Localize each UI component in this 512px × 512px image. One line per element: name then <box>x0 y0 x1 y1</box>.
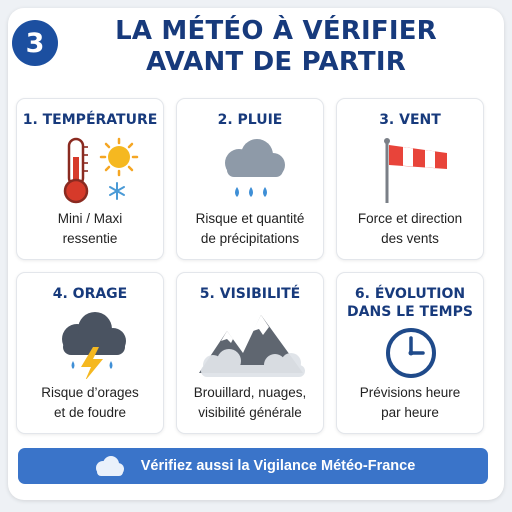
tile-description: Prévisions heure par heure <box>359 385 461 420</box>
step-number-badge: 3 <box>12 20 58 66</box>
tile-visibility <box>176 272 324 434</box>
tile-evolution <box>336 272 484 434</box>
thermometer-sun-snowflake-icon <box>31 135 151 205</box>
tile-description: Risque d’orages et de foudre <box>41 385 139 420</box>
tile-description: Brouillard, nuages, visibilité générale <box>193 385 307 420</box>
tile-title: 2. PLUIE <box>217 112 283 128</box>
clock-icon <box>351 323 471 383</box>
tile-description: Risque et quantité de précipitations <box>195 211 305 246</box>
storm-cloud-lightning-icon <box>31 309 151 379</box>
page-title-line-1: LA MÉTÉO À VÉRIFIER <box>115 16 437 46</box>
tile-title: 1. TEMPÉRATURE <box>22 112 158 128</box>
banner-text: Vérifiez aussi la Vigilance Météo-France <box>140 458 416 474</box>
tile-temperature <box>16 98 164 260</box>
tile-title: 5. VISIBILITÉ <box>199 286 301 302</box>
tile-wind <box>336 98 484 260</box>
page-title-line-2: AVANT DE PARTIR <box>146 47 406 77</box>
windsock-icon <box>351 135 471 205</box>
vigilance-banner[interactable] <box>18 448 488 484</box>
rain-cloud-icon <box>191 135 311 205</box>
tile-description: Force et direction des vents <box>357 211 463 246</box>
foggy-mountains-icon <box>191 309 311 379</box>
tile-title: 6. ÉVOLUTION DANS LE TEMPS <box>347 286 473 320</box>
page-title <box>60 16 492 78</box>
tile-description: Mini / Maxi ressentie <box>57 211 123 246</box>
tile-title: 4. ORAGE <box>52 286 128 302</box>
cloud-icon <box>91 455 127 477</box>
tile-rain <box>176 98 324 260</box>
tile-title: 3. VENT <box>379 112 441 128</box>
tile-storm <box>16 272 164 434</box>
